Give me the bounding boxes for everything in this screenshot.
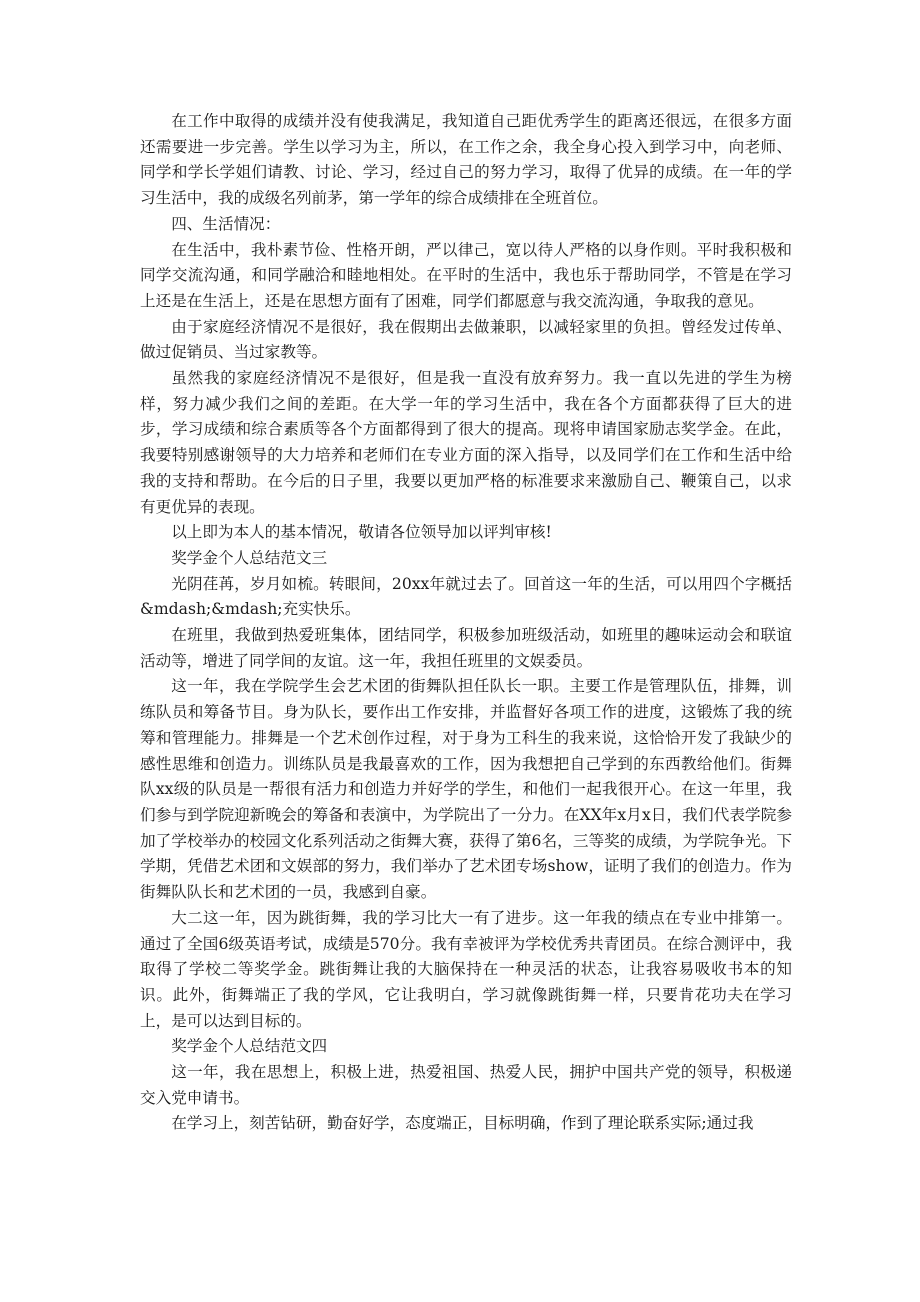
body-paragraph: 虽然我的家庭经济情况不是很好，但是我一直没有放弃努力。我一直以先进的学生为榜样，努力减少我们之间的差距。在大学一年的学习生活中，我在各个方面都获得了巨大的进步，学习成绩和综合素质等各个方面都得到了很大的提高。现将申请国家励志奖学金。在此，我要特别感谢领导的大力培养和老师们在专业方面的深入指导，以及同学们在工作和生活中给我的支持和帮助。在今后的日子里，我要以更加严格的标准要求来激励自己、鞭策自己，以求有更优异的表现。: [140, 369, 792, 516]
section-heading-sample-3: 奖学金个人总结范文三: [171, 548, 328, 567]
body-paragraph: 这一年，我在学院学生会艺术团的街舞队担任队长一职。主要工作是管理队伍，排舞，训练队员和筹备节目。身为队长，要作出工作安排，并监督好各项工作的进度，这锻炼了我的统筹和管理能力。排舞是一个艺术创作过程，对于身为工科生的我来说，这恰恰开发了我缺少的感性思维和创造力。训练队员是我最喜欢的工作，因为我想把自己学到的东西教给他们。街舞队xx级的队员是一帮很有活力和创造力并好学的学生，和他们一起我很开心。在这一年里，我们参与到学院迎新晚会的筹备和表演中，为学院出了一分力。在XX年x月x日，我们代表学院参加了学校举办的校园文化系列活动之街舞大赛，获得了第6名，三等奖的成绩，为学院争光。下学期，凭借艺术团和文娱部的努力，我们举办了艺术团专场show，证明了我们的创造力。作为街舞队队长和艺术团的一员，我感到自豪。: [140, 677, 792, 902]
section-heading-life: 四、生活情况：: [171, 214, 281, 233]
document-page: [140, 109, 792, 1137]
body-paragraph: 大二这一年，因为跳街舞，我的学习比大一有了进步。这一年我的绩点在专业中排第一。通过了全国6级英语考试，成绩是570分。我有幸被评为学校优秀共青团员。在综合测评中，我取得了学校二等奖学金。跳街舞让我的大脑保持在一种灵活的状态，让我容易吸收书本的知识。此外，街舞端正了我的学风，它让我明白，学习就像跳街舞一样，只要肯花功夫在学习上，是可以达到目标的。: [140, 908, 792, 1030]
body-paragraph: 在学习上，刻苦钻研，勤奋好学，态度端正，目标明确，作到了理论联系实际;通过我: [171, 1114, 754, 1133]
body-paragraph: 这一年，我在思想上，积极上进，热爱祖国、热爱人民，拥护中国共产党的领导，积极递交入党申请书。: [140, 1063, 792, 1107]
body-paragraph: 光阴荏苒，岁月如梳。转眼间，20xx年就过去了。回首这一年的生活，可以用四个字概括&mdash;&mdash;充实快乐。: [140, 574, 792, 619]
body-paragraph: 在班里，我做到热爱班集体，团结同学，积极参加班级活动，如班里的趣味运动会和联谊活动等，增进了同学间的友谊。这一年，我担任班里的文娱委员。: [140, 626, 792, 670]
body-paragraph: 由于家庭经济情况不是很好，我在假期出去做兼职，以减轻家里的负担。曾经发过传单、做过促销员、当过家教等。: [140, 317, 792, 362]
body-paragraph: 在工作中取得的成绩并没有使我满足，我知道自己距优秀学生的距离还很远，在很多方面还需要进一步完善。学生以学习为主，所以，在工作之余，我全身心投入到学习中，向老师、同学和学长学姐们请教、讨论、学习，经过自己的努力学习，取得了优异的成绩。在一年的学习生活中，我的成级名列前茅，第一学年的综合成绩排在全班首位。: [140, 112, 792, 208]
section-heading-sample-4: 奖学金个人总结范文四: [171, 1037, 328, 1056]
body-paragraph: 以上即为本人的基本情况，敬请各位领导加以评判审核!: [171, 523, 552, 542]
body-paragraph: 在生活中，我朴素节俭、性格开朗，严以律己，宽以待人严格的以身作则。平时我积极和同学交流沟通，和同学融洽和睦地相处。在平时的生活中，我也乐于帮助同学，不管是在学习上还是在生活上，还是在思想方面有了困难，同学们都愿意与我交流沟通，争取我的意见。: [140, 240, 792, 310]
